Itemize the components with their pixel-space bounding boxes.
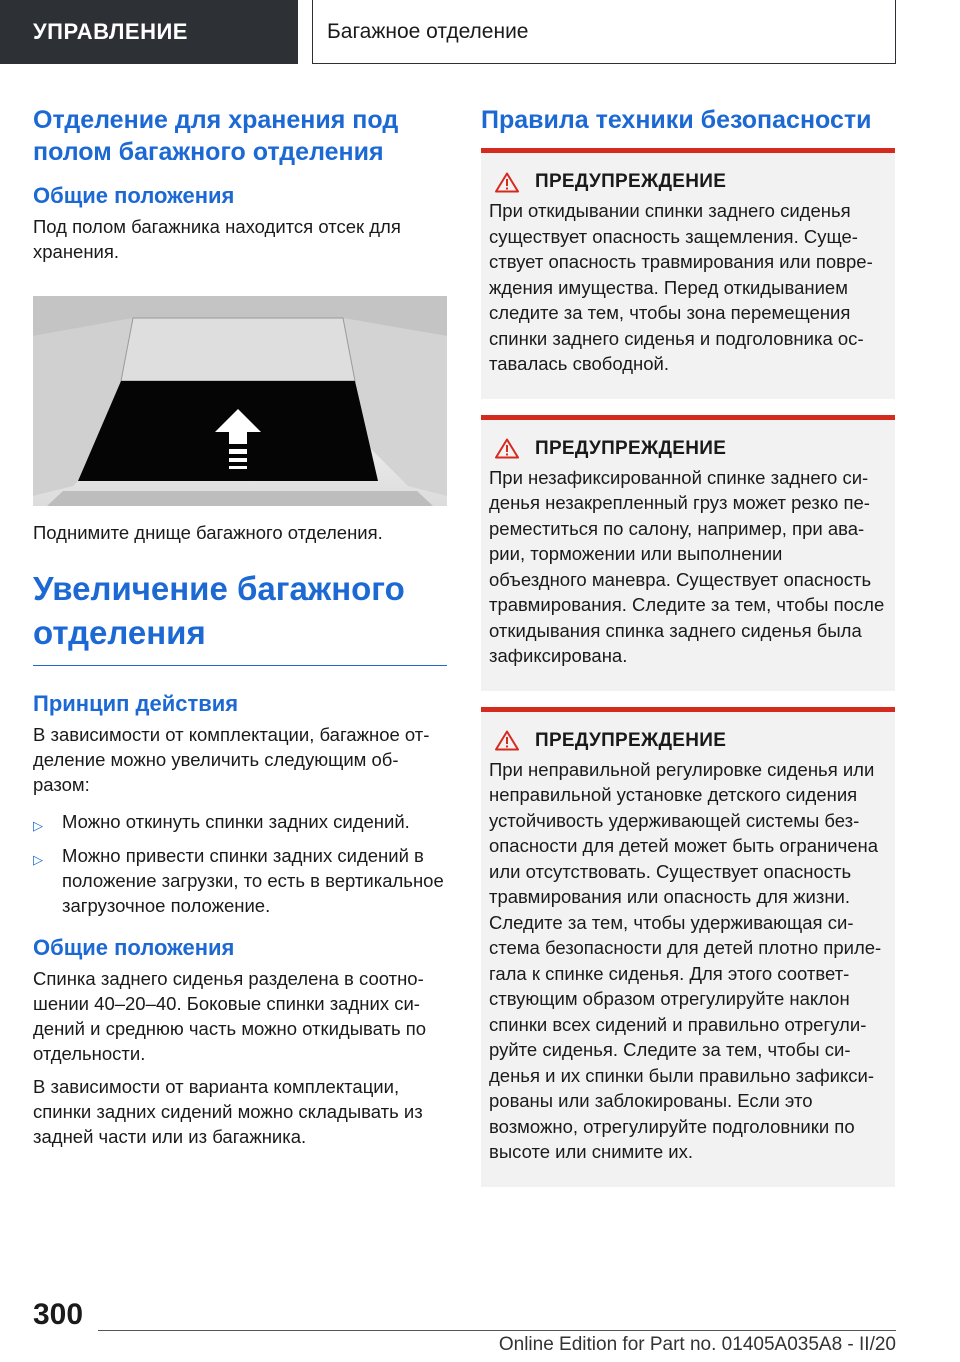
warning-box (481, 707, 895, 1187)
chapter-title: Багажное отделение (327, 19, 529, 43)
general-subheading: Общие положения (33, 183, 235, 208)
chapter-header (312, 0, 896, 64)
warning-box (481, 415, 895, 691)
trunk-floor-image (33, 296, 447, 506)
footer-divider (98, 1330, 896, 1331)
warning-text: При откидывании спинки заднего сиденья существует опасность защемления. Существует опасность травмирования или повреждения имущества. Перед откидыванием следите за тем, чтобы зона перемещения спинки заднего сиденья и подголовника оставалась свободной. (489, 200, 873, 374)
options-list (33, 809, 447, 918)
triangle-bullet-icon: ▷ (33, 852, 43, 867)
triangle-bullet-icon: ▷ (33, 818, 43, 833)
storage-heading: Отделение для хранения под полом багажного отделения (33, 106, 399, 166)
section-tab (0, 0, 298, 64)
list-item-text: Можно откинуть спинки задних сидений. (62, 811, 410, 832)
section-title: УПРАВЛЕНИЕ (33, 19, 188, 44)
edition-note: Online Edition for Part no. 01405A035A8 - II/20 (498, 1334, 896, 1355)
warning-title: ПРЕДУПРЕЖДЕНИЕ (535, 171, 727, 192)
principle-paragraph: В зависимости от комплектации, багажное отделение можно увеличить следующим образом: (33, 724, 430, 795)
right-column (481, 104, 895, 1203)
enlarge-trunk-heading: Увеличение багажного отделения (33, 570, 405, 651)
list-item (33, 809, 447, 834)
page-number: 300 (33, 1298, 84, 1331)
trunk-illustration (33, 296, 447, 506)
list-item-text: Можно привести спинки задних сидений в положение загрузки, то есть в вертикальное загрузочное положение. (62, 845, 444, 916)
section-divider (33, 665, 447, 666)
folding-paragraph: В зависимости от варианта комплектации, спинки задних сидений можно складывать из задней части или из багажника. (33, 1076, 423, 1147)
warning-title: ПРЕДУПРЕЖДЕНИЕ (535, 729, 727, 751)
warning-triangle-icon (495, 172, 519, 193)
warning-text: При неправильной регулировке сиденья или неправильной установке детского сидения устойчивость удерживающей системы безопасности для детей может быть ограничена или отсутствовать. Существует опасность травмирования или опасность для жизни. Следите за тем, чтобы удерживающая система безопасности для детей плотно прилегала к спинке сиденья. Для этого соответствующим образом отрегулируйте наклон спинки всех сидений и правильно отрегулируйте сиденья. Следите за тем, чтобы сиденья и их спинки были правильно зафиксированы или заблокированы. Если это возможно, отрегулируйте подголовники по высоте или снимите их. (489, 758, 882, 1162)
warning-title: ПРЕДУПРЕЖДЕНИЕ (535, 437, 727, 459)
safety-heading: Правила техники безопасности (481, 106, 872, 134)
warning-box (481, 148, 895, 399)
warning-triangle-icon (495, 730, 519, 751)
list-item (33, 843, 447, 918)
storage-paragraph: Под полом багажника находится отсек для хранения. (33, 216, 401, 262)
principle-subheading: Принцип действия (33, 691, 239, 716)
warning-text: При незафиксированной спинке заднего сиденья незакрепленный груз может резко переместиться по салону, например, при аварии, торможении или выполнении объездного маневра. Существует опасность травмирования. Следите за тем, чтобы после откидывания спинка заднего сиденья была зафиксирована. (489, 466, 885, 666)
warning-triangle-icon (495, 438, 519, 459)
general-subheading-2: Общие положения (33, 935, 235, 960)
left-column (33, 104, 447, 1149)
image-caption: Поднимите днище багажного отделения. (33, 522, 383, 543)
split-paragraph: Спинка заднего сиденья разделена в соотношении 40–20–40. Боковые спинки задних сидений и среднюю часть можно откидывать по отдельности. (33, 968, 427, 1064)
